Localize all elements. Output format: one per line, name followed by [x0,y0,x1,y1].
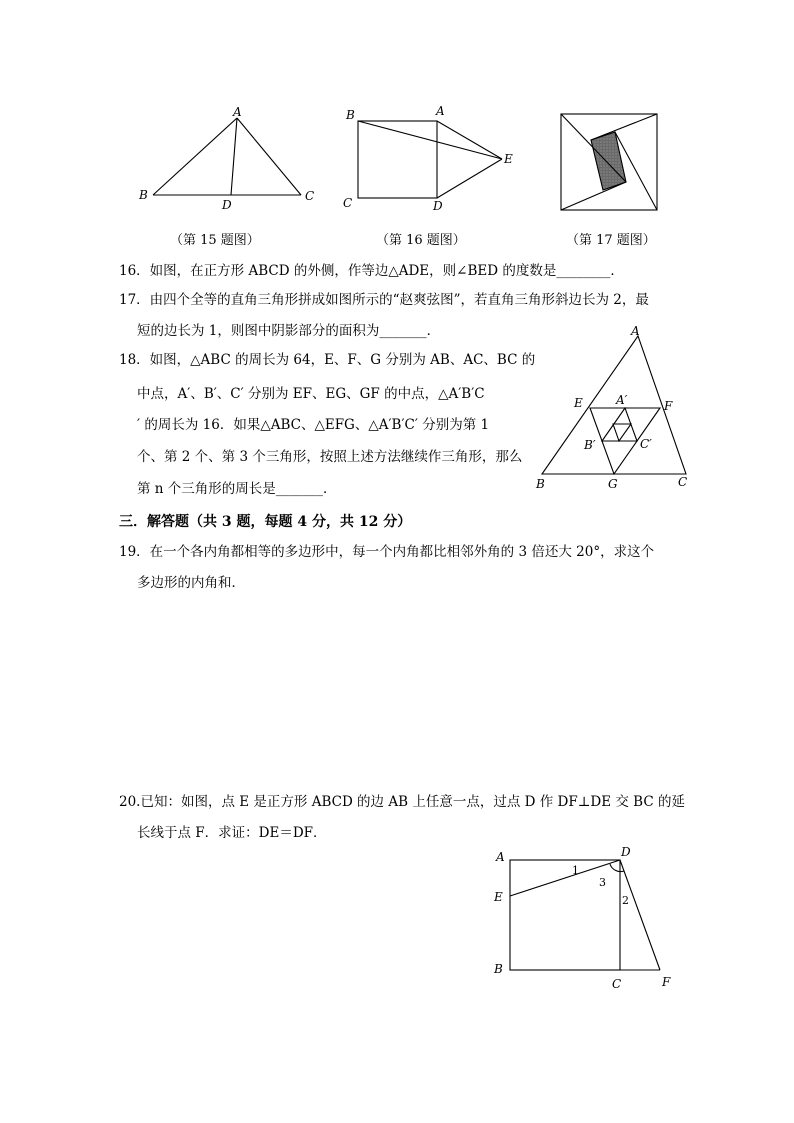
section-3-heading: 三．解答题（共 3 题，每题 4 分，共 12 分） [119,514,412,530]
fig20-label-c: C [612,977,622,991]
fig20-angle-3: 3 [599,876,606,889]
fig20-angle-1: 1 [572,864,579,877]
fig20-label-b: B [494,962,503,976]
question-18-line-4: 个、第 2 个、第 3 个三角形，按照上述方法继续作三角形，那么 [137,449,523,465]
figure-15 [130,105,330,215]
fig18-label-f: F [664,399,673,413]
fig18-label-g: G [608,477,618,491]
fig18-label-a: A [631,324,640,338]
fig15-side-ab [153,118,237,195]
question-17-line-1: 17．由四个全等的直角三角形拼成如图所示的“赵爽弦图”，若直角三角形斜边长为 2，最 [119,292,649,308]
fig20-angle-2: 2 [622,894,629,907]
question-18-line-1: 18．如图，△ABC 的周长为 64，E、F、G 分别为 AB、AC、BC 的 [119,352,536,368]
fig15-label-c: C [305,189,315,203]
fig15-label-d: D [222,198,232,212]
fig18-label-b-prime: B′ [584,438,596,452]
fig16-square [358,121,437,198]
question-19-line-1: 19．在一个各内角都相等的多边形中，每一个内角都比相邻外角的 3 倍还大 20°，求这个 [119,544,655,560]
fig17-shaded-square [591,132,626,190]
fig20-label-f: F [662,975,671,989]
question-20-line-2: 长线于点 F．求证：DE＝DF． [137,825,327,841]
figure-17-caption: （第 17 题图） [566,233,656,248]
question-18-line-2: 中点，A′、B′、C′ 分别为 EF、EG、GF 的中点，△A′B′C [137,386,485,402]
question-18-line-3: ′ 的周长为 16．如果△ABC、△EFG、△A′B′C′ 分别为第 1 [137,417,490,433]
figure-16 [338,98,528,216]
fig15-label-a: A [233,105,242,119]
fig16-label-a: A [436,104,445,118]
fig20-label-a: A [496,850,505,864]
fig20-label-e: E [494,890,503,904]
figure-17 [555,108,665,218]
fig15-label-b: B [139,188,148,202]
fig16-label-b: B [346,108,355,122]
fig16-side-ae [437,121,502,159]
fig15-segment-ad [231,118,237,195]
figure-20 [488,843,683,995]
question-17-line-2: 短的边长为 1，则图中阴影部分的面积为_______． [137,323,441,339]
fig16-side-de [437,159,502,198]
fig15-side-ac [237,118,301,195]
fig18-label-a-prime: A′ [616,393,628,407]
fig18-label-e: E [574,396,583,410]
question-16: 16．如图，在正方形 ABCD 的外侧，作等边△ADE，则∠BED 的度数是________． [119,263,624,279]
figure-16-caption: （第 16 题图） [376,233,466,248]
figure-18 [528,322,703,492]
fig17-line-2 [591,114,657,140]
fig16-segment-be [358,121,502,159]
fig16-label-c: C [343,196,353,210]
question-20-line-1: 20.已知：如图，点 E 是正方形 ABCD 的边 AB 上任意一点，过点 D 作 DF⊥DE 交 BC 的延 [119,794,685,810]
fig18-triangle-4 [613,424,631,441]
fig17-line-4 [561,182,626,210]
fig18-label-c: C [678,475,688,489]
fig16-label-d: D [433,199,443,213]
question-19-line-2: 多边形的内角和． [137,575,245,591]
fig20-label-d: D [621,845,631,859]
figure-15-caption: （第 15 题图） [170,233,260,248]
question-18-line-5: 第 n 个三角形的周长是_______． [137,481,337,497]
fig18-label-b: B [536,477,545,491]
fig18-label-c-prime: C′ [640,437,652,451]
fig16-label-e: E [504,152,513,166]
fig20-segment-df [620,860,660,970]
